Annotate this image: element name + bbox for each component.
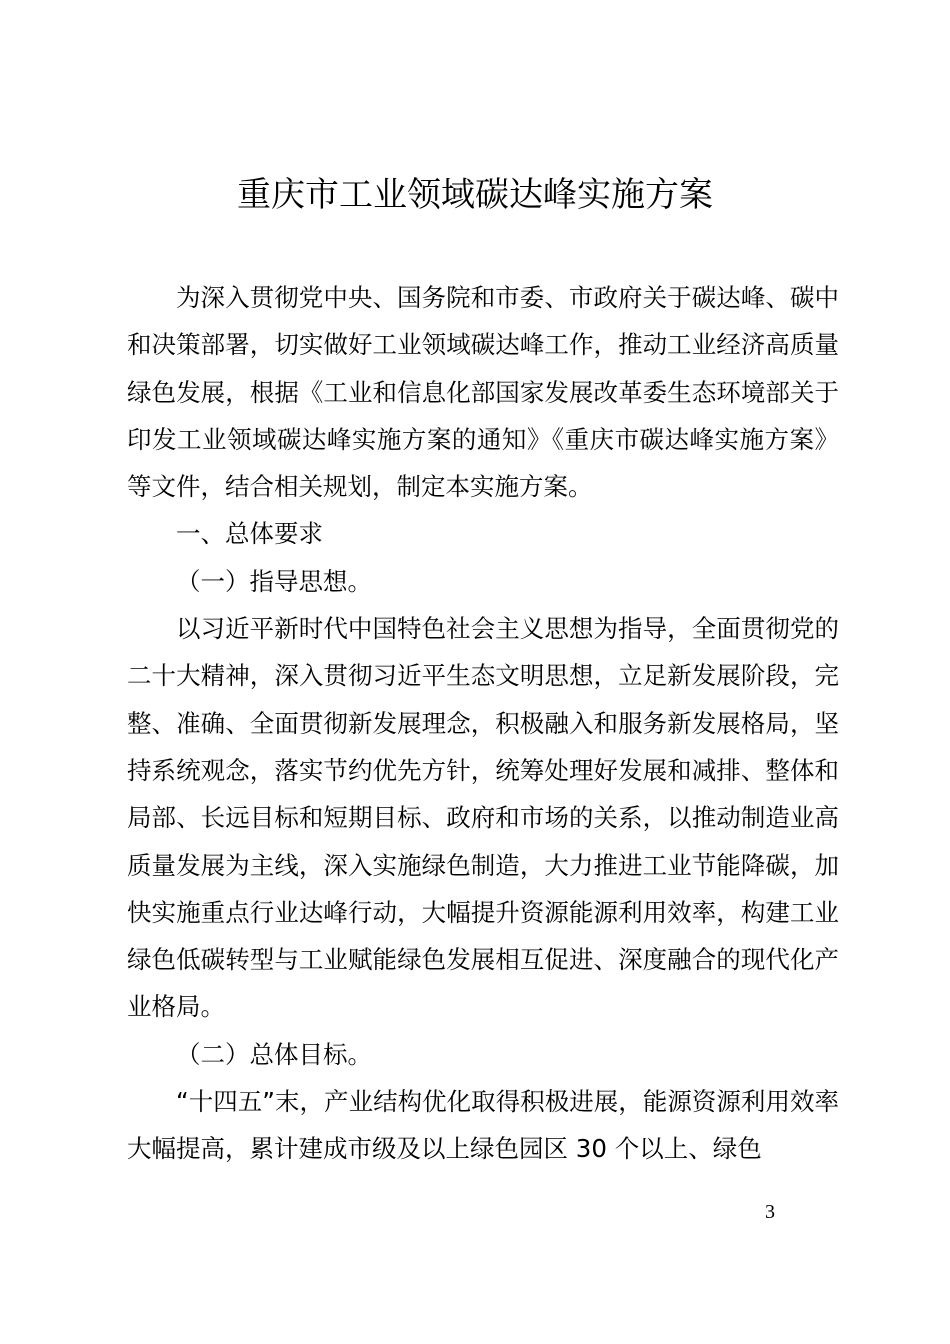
paragraph-overall-goals: “十四五”末，产业结构优化取得积极进展，能源资源利用效率大幅提高，累计建成市级及以上绿色园区 30 个以上、绿色: [127, 1087, 839, 1164]
paragraph-intro: 为深入贯彻党中央、国务院和市委、市政府关于碳达峰、碳中和决策部署，切实做好工业领域碳达峰工作，推动工业经济高质量绿色发展，根据《工业和信息化部国家发展改革委生态环境部关于印发工业领域碳达峰实施方案的通知》《重庆市碳达峰实施方案》等文件，结合相关规划，制定本实施方案。: [127, 283, 839, 502]
document-body: [127, 274, 839, 1173]
section-heading-general-requirements: 一、总体要求: [176, 519, 323, 549]
page-number: 3: [765, 1201, 775, 1223]
subsection-heading-overall-goals: （二）总体目标。: [176, 1039, 372, 1069]
paragraph-guiding-ideology: 以习近平新时代中国特色社会主义思想为指导，全面贯彻党的二十大精神，深入贯彻习近平生态文明思想，立足新发展阶段，完整、准确、全面贯彻新发展理念，积极融入和服务新发展格局，坚持系统观念，落实节约优先方针，统筹处理好发展和减排、整体和局部、长远目标和短期目标、政府和市场的关系，以推动制造业高质量发展为主线，深入实施绿色制造，大力推进工业节能降碳，加快实施重点行业达峰行动，大幅提升资源能源利用效率，构建工业绿色低碳转型与工业赋能绿色发展相互促进、深度融合的现代化产业格局。: [127, 614, 839, 1022]
document-title: 重庆市工业领域碳达峰实施方案: [237, 175, 713, 215]
subsection-heading-guiding-ideology: （一）指导思想。: [176, 566, 372, 596]
